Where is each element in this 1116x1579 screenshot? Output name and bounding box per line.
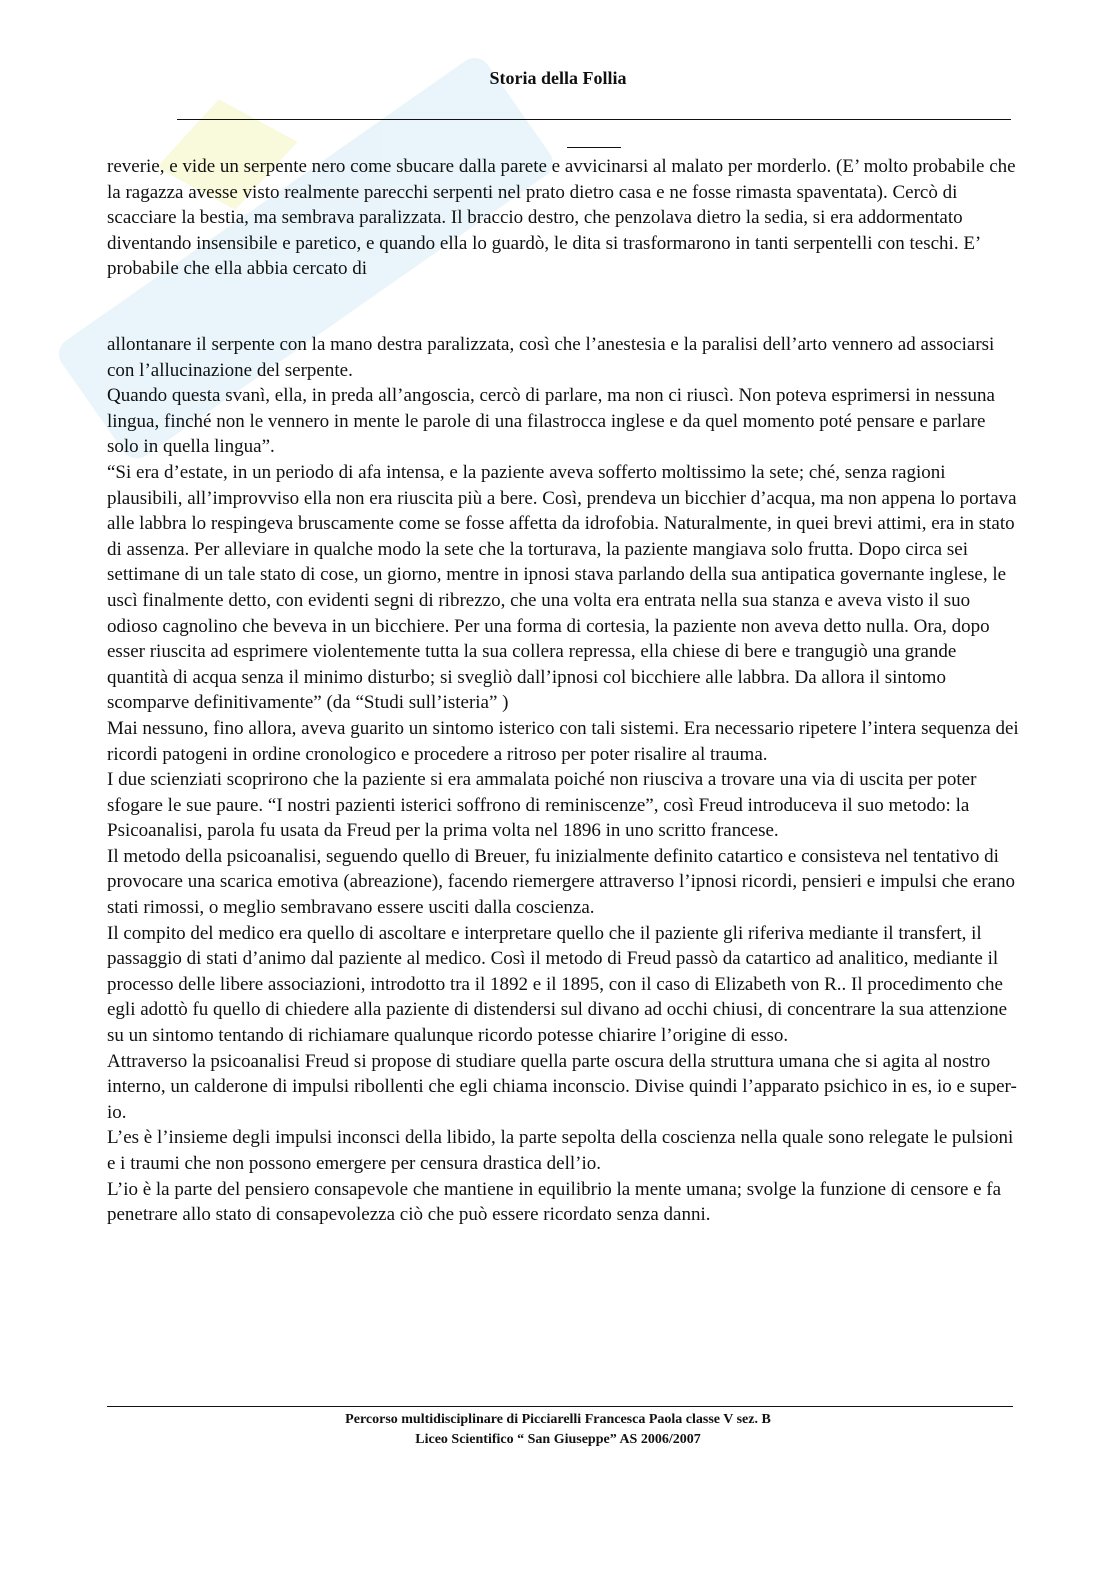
- paragraph: L’es è l’insieme degli impulsi inconsci della libido, la parte sepolta della coscienza nella quale sono relegate le pulsioni e i traumi che non possono emergere per censura drastica dell’io.: [107, 1127, 1014, 1174]
- paragraph: I due scienziati scoprirono che la paziente si era ammalata poiché non riusciva a trovare una via di uscita per poter sfogare le sue paure. “I nostri pazienti isterici soffrono di reminiscenze”, così Freud introduceva il suo metodo: la Psicoanalisi, parola fu usata da Freud per la prima volta nel 1896 in uno scritto francese.: [107, 769, 977, 842]
- paragraph: “Si era d’estate, in un periodo di afa intensa, e la paziente aveva sofferto moltissimo la sete; ché, senza ragioni plausibili, all’improvviso ella non era riuscita più a bere. Così, prendeva un bicchier d’acqua, ma non appena lo portava alle labbra lo respingeva bruscamente come se fosse affetta da idrofobia. Naturalmente, in quei brevi attimi, era in stato di assenza. Per alleviare in qualche modo la sete che la torturava, la paziente mangiava solo frutta. Dopo circa sei settimane di un tale stato di cose, un giorno, mentre in ipnosi stava parlando della sua antipatica governante inglese, le uscì finalmente detto, con evidenti segni di ribrezzo, che una volta era entrata nella sua stanza e aveva visto il suo odioso cagnolino che beveva in un bicchiere. Per una forma di cortesia, la paziente non aveva detto nulla. Ora, dopo esser riuscita ad esprimere violentemente tutta la sua collera repressa, ella chiese di bere e trangugiò una grande quantità di acqua senza il minimo disturbo; si svegliò dall’ipnosi col bicchiere alle labbra. Da allora il sintomo scomparve definitivamente” (da “Studi sull’isteria” ): [107, 461, 1017, 714]
- paragraph: L’io è la parte del pensiero consapevole che mantiene in equilibrio la mente umana; svolge la funzione di censore e fa penetrare allo stato di consapevolezza ciò che può essere ricordato senza danni.: [107, 1178, 1002, 1226]
- footer-author-line: Percorso multidisciplinare di Picciarelli Francesca Paola classe V sez. B: [345, 1412, 771, 1427]
- footer-school-line: Liceo Scientifico “ San Giuseppe” AS 2006/2007: [415, 1432, 701, 1447]
- paragraph: Il metodo della psicoanalisi, seguendo quello di Breuer, fu inizialmente definito catartico e consisteva nel tentativo di provocare una scarica emotiva (abreazione), facendo riemergere attraverso l’ipnosi ricordi, pensieri e impulsi che erano stati rimossi, o meglio sembravano essere usciti dalla coscienza.: [107, 845, 1016, 919]
- header-divider: [177, 119, 1011, 120]
- paragraph: reverie, e vide un serpente nero come sbucare dalla parete e avvicinarsi al malato per morderlo. (E’ molto probabile che la ragazza avesse visto realmente parecchi serpenti nel prato dietro casa e ne fosse rimasta spaventata). Cercò di scacciare la bestia, ma sembrava paralizzata. Il braccio destro, che penzolava dietro la sedia, si era addormentato diventando insensibile e paretico, e quando ella lo guardò, le dita si trasformarono in tanti serpentelli con teschi. E’ probabile che ella abbia cercato di: [107, 156, 1016, 280]
- paragraph: Attraverso la psicoanalisi Freud si propose di studiare quella parte oscura della struttura umana che si agita al nostro interno, un calderone di impulsi ribollenti che egli chiama inconscio. Divise quindi l’apparato psichico in es, io e super-io.: [107, 1050, 1017, 1123]
- page-header-title: Storia della Follia: [489, 68, 627, 88]
- paragraph: allontanare il serpente con la mano destra paralizzata, così che l’anestesia e la paralisi dell’arto vennero ad associarsi con l’allucinazione del serpente.: [107, 334, 995, 381]
- header-divider-short: [567, 147, 621, 148]
- text-block-main: [107, 332, 1019, 1228]
- paragraph: Mai nessuno, fino allora, aveva guarito un sintomo isterico con tali sistemi. Era necessario ripetere l’intera sequenza dei ricordi patogeni in ordine cronologico e procedere a ritroso per poter risalire al trauma.: [107, 717, 1019, 765]
- footer-divider: [107, 1406, 1013, 1407]
- paragraph: Quando questa svanì, ella, in preda all’angoscia, cercò di parlare, ma non ci riuscì. Non poteva esprimersi in nessuna lingua, finché non le vennero in mente le parole di una filastrocca inglese e da quel momento poté pensare e parlare solo in quella lingua”.: [107, 385, 995, 458]
- paragraph: Il compito del medico era quello di ascoltare e interpretare quello che il paziente gli riferiva mediante il transfert, il passaggio di stati d’animo dal paziente al medico. Così il metodo di Freud passò da catartico ad analitico, mediante il processo delle libere associazioni, introdotto tra il 1892 e il 1895, con il caso di Elizabeth von R.. Il procedimento che egli adottò fu quello di chiedere alla paziente di distendersi sul divano ad occhi chiusi, di concentrare la sua attenzione su un sintomo tentando di richiamare qualunque ricordo potesse chiarire l’origine di esso.: [107, 922, 1008, 1047]
- text-block-top: [107, 154, 1019, 282]
